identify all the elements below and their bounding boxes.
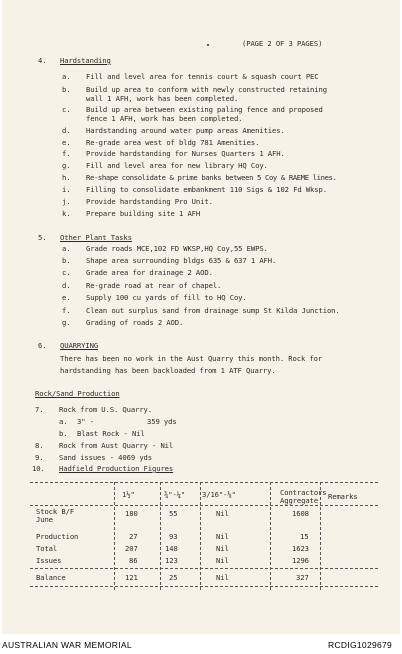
- s5-item-g: Grading of roads 2 AOD.: [86, 318, 184, 327]
- table-col-rule: [160, 482, 161, 590]
- s4-letter-e: e.: [62, 138, 71, 147]
- table-cell: Nil: [216, 544, 229, 553]
- item10-number: 10.: [32, 464, 45, 473]
- table-cell: 148: [165, 544, 178, 553]
- s4-letter-b: b.: [62, 85, 71, 94]
- s4-letter-a: a.: [62, 72, 71, 81]
- s4-item-f: Provide hardstanding for Nurses Quarters 1 AFH.: [86, 149, 285, 158]
- table-cell: 327: [296, 573, 309, 582]
- section5-number: 5.: [38, 233, 47, 242]
- item7b-letter: b.: [59, 429, 68, 438]
- s4-item-e: Re-grade area west of bldg 781 Amenities.: [86, 138, 260, 147]
- table-row-label: Issues: [36, 556, 62, 565]
- s5-letter-a: a.: [62, 244, 71, 253]
- item7-number: 7.: [35, 405, 44, 414]
- s6-line1: There has been no work in the Aust Quarry this month. Rock for: [60, 354, 323, 363]
- section6-title: QUARRYING: [60, 341, 99, 350]
- table-cell: 207: [125, 544, 138, 553]
- table-cell: 55: [169, 509, 178, 518]
- s4-item-k: Prepare building site 1 AFH: [86, 209, 201, 218]
- table-cell: 93: [169, 532, 178, 541]
- document-page: [2, 0, 400, 634]
- section4-title: Hardstanding: [60, 56, 111, 65]
- s5-item-b: Shape area surrounding bldgs 635 & 637 1 AFH.: [86, 256, 277, 265]
- s4-item-i: Filling to consolidate embankment 110 Sigs & 102 Fd Wksp.: [86, 185, 327, 194]
- s4-letter-k: k.: [62, 209, 71, 218]
- table-cell: 15: [300, 532, 309, 541]
- table-cell: Nil: [216, 573, 229, 582]
- table-header-3: 3/16"-⅛": [202, 490, 236, 499]
- footer-record-id: RCDIG1029679: [328, 640, 393, 650]
- table-cell: 121: [125, 573, 138, 582]
- s5-item-e: Supply 100 cu yards of fill to HQ Coy.: [86, 293, 247, 302]
- s4-letter-f: f.: [62, 149, 71, 158]
- table-cell: 180: [125, 509, 138, 518]
- s5-letter-c: c.: [62, 268, 71, 277]
- table-rule-header: [30, 505, 378, 506]
- s4-item-c-line2: fence 1 AFH, work has been completed.: [86, 114, 243, 123]
- item8-number: 8.: [35, 441, 44, 450]
- table-cell: 27: [129, 532, 138, 541]
- table-cell: 1608: [292, 509, 309, 518]
- item7a-value: 359 yds: [147, 417, 177, 426]
- item7a-letter: a.: [59, 417, 68, 426]
- table-header-2: ¾"-¼": [164, 490, 186, 499]
- s4-item-d: Hardstanding around water pump areas Amenities.: [86, 126, 285, 135]
- s5-letter-g: g.: [62, 318, 71, 327]
- table-col-rule: [114, 482, 115, 590]
- section4-number: 4.: [38, 56, 47, 65]
- s6-line2: hardstanding has been backloaded from 1 ATF Quarry.: [60, 366, 276, 375]
- table-cell: 123: [165, 556, 178, 565]
- table-row-label: Stock B/F June: [36, 507, 75, 524]
- item7a-label: 3" -: [77, 417, 94, 426]
- s5-letter-d: d.: [62, 281, 71, 290]
- table-cell: 1623: [292, 544, 309, 553]
- table-cell: 86: [129, 556, 138, 565]
- s4-item-a: Fill and level area for tennis court & squash court PEC: [86, 72, 319, 81]
- item7b-text: Blast Rock - Nil: [77, 429, 145, 438]
- item9-text: Sand issues - 4069 yds: [59, 453, 152, 462]
- table-row-label: Production: [36, 532, 79, 541]
- punch-dot: [207, 44, 209, 46]
- s4-item-h: Re-shape consolidate & prime banks between 5 Coy & RAEME lines.: [86, 173, 337, 182]
- s4-item-j: Provide hardstanding Pro Unit.: [86, 197, 213, 206]
- s4-letter-i: i.: [62, 185, 71, 194]
- s4-letter-d: d.: [62, 126, 71, 135]
- s4-item-b-line1: Build up area to conform with newly constructed retaining: [86, 85, 327, 94]
- table-rule-bottom: [30, 586, 378, 587]
- s4-letter-j: j.: [62, 197, 71, 206]
- page-note: (PAGE 2 OF 3 PAGES): [242, 39, 323, 48]
- table-row-label: Balance: [36, 573, 66, 582]
- table-header-5: Remarks: [328, 492, 358, 501]
- section6-number: 6.: [38, 341, 47, 350]
- table-rule-balance: [30, 568, 378, 569]
- s5-letter-f: f.: [62, 306, 71, 315]
- s4-letter-c: c.: [62, 105, 71, 114]
- table-cell: 25: [169, 573, 178, 582]
- s5-item-d: Re-grade road at rear of chapel.: [86, 281, 222, 290]
- rock-sand-title: Rock/Sand Production: [35, 389, 120, 398]
- table-header-4: Contractors Aggregate: [280, 488, 327, 505]
- item7-text: Rock from U.S. Quarry.: [59, 405, 152, 414]
- item10-text: Hadfield Production Figures: [59, 464, 174, 473]
- table-col-rule: [200, 482, 201, 590]
- table-cell: Nil: [216, 532, 229, 541]
- s4-letter-h: h.: [62, 173, 71, 182]
- table-rule-top: [30, 482, 378, 483]
- s5-letter-b: b.: [62, 256, 71, 265]
- s5-item-a: Grade roads MCE,102 FD WKSP,HQ Coy,55 EWPS.: [86, 244, 268, 253]
- table-header-1: 1½": [122, 490, 135, 499]
- section5-title: Other Plant Tasks: [60, 233, 132, 242]
- item9-number: 9.: [35, 453, 44, 462]
- s4-item-c-line1: Build up area between existing paling fence and proposed: [86, 105, 323, 114]
- s4-item-b-line2: wall 1 AFH, work has been completed.: [86, 94, 239, 103]
- table-cell: Nil: [216, 509, 229, 518]
- s5-item-f: Clean out surplus sand from drainage sump St Kilda Junction.: [86, 306, 340, 315]
- item8-text: Rock from Aust Quarry - Nil: [59, 441, 174, 450]
- table-col-rule: [270, 482, 271, 590]
- s5-item-c: Grade area for drainage 2 AOD.: [86, 268, 213, 277]
- footer-archive-name: AUSTRALIAN WAR MEMORIAL: [2, 640, 132, 650]
- s4-item-g: Fill and level area for new library HQ Coy.: [86, 161, 268, 170]
- table-row-label: Total: [36, 544, 58, 553]
- s5-letter-e: e.: [62, 293, 71, 302]
- table-cell: Nil: [216, 556, 229, 565]
- table-cell: 1296: [292, 556, 309, 565]
- s4-letter-g: g.: [62, 161, 71, 170]
